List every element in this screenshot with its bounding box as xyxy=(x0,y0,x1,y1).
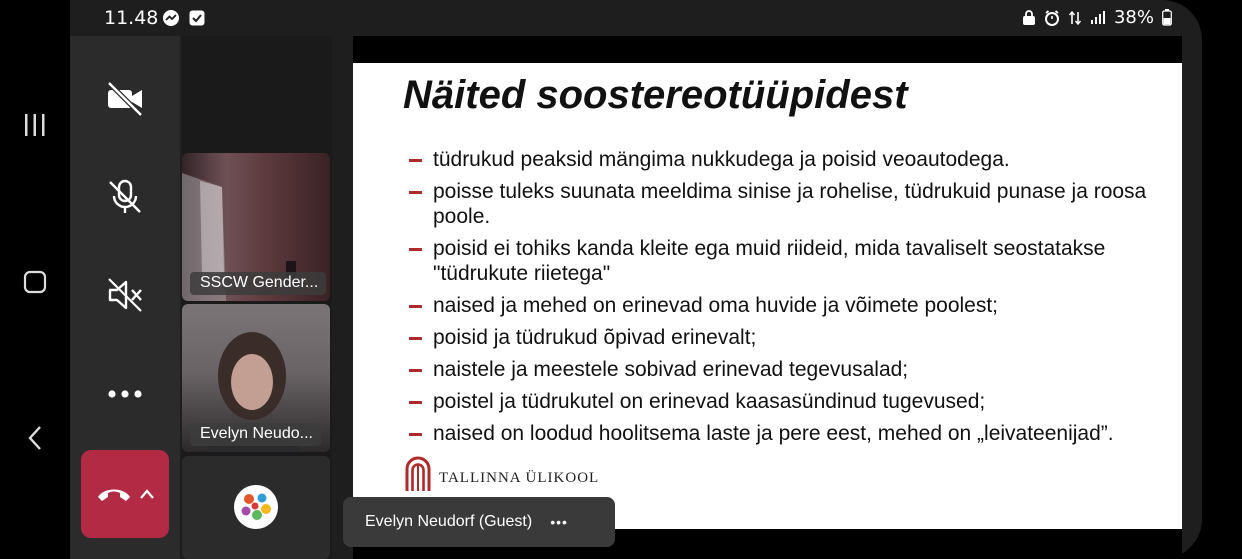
slide-bullet xyxy=(409,179,1169,229)
bullet-dash xyxy=(409,159,422,162)
slide-bullet xyxy=(409,421,1169,446)
logo-text: TALLINNA ÜLIKOOL xyxy=(439,470,600,486)
bullet-dash xyxy=(409,305,422,308)
bullet-text: poistel ja tüdrukutel on erinevad kaasasündinud tugevused; xyxy=(433,390,986,413)
check-notification-icon xyxy=(188,9,206,27)
back-button[interactable] xyxy=(20,423,50,453)
tallinn-university-logo-icon xyxy=(405,455,431,491)
more-icon xyxy=(107,389,143,399)
lock-icon xyxy=(1022,10,1036,26)
slide-bullet xyxy=(409,236,1169,286)
bullet-text: poisid ei tohiks kanda kleite ega muid riideid, mida tavaliselt seostatakse "tüdrukute riietega" xyxy=(433,237,1106,285)
slide-bullet xyxy=(409,325,1169,350)
bullet-dash xyxy=(409,401,422,404)
bullet-text: naised ja mehed on erinevad oma huvide ja võimete poolest; xyxy=(433,294,999,317)
bullet-text: tüdrukud peaksid mängima nukkudega ja poisid veoautodega. xyxy=(433,148,1010,171)
bullet-text: naised on loodud hoolitsema laste ja pere eest, mehed on „leivateenijad”. xyxy=(433,422,1114,445)
presentation-slide xyxy=(353,63,1182,529)
speaker-more-button[interactable]: ••• xyxy=(550,514,568,530)
bullet-dash xyxy=(409,337,422,340)
bullet-text: poisid ja tüdrukud õpivad erinevalt; xyxy=(433,326,757,349)
bullet-text: poisse tuleks suunata meeldima sinise ja rohelise, tüdrukuid punase ja roosa poole. xyxy=(433,180,1147,228)
participant-tile-evelyn[interactable] xyxy=(182,304,330,452)
phone-hangup-icon xyxy=(96,485,132,503)
battery-icon xyxy=(1162,9,1172,26)
participant-name: Evelyn Neudo... xyxy=(190,423,321,446)
bullet-dash xyxy=(409,191,422,194)
right-bezel xyxy=(1202,0,1242,559)
slide-bullet xyxy=(409,293,1169,318)
mic-toggle-button[interactable] xyxy=(95,167,155,227)
slide-title: Näited soostereotüüpidest xyxy=(403,73,908,117)
home-icon xyxy=(23,270,47,294)
status-right xyxy=(1022,7,1172,28)
shared-content-stage xyxy=(353,36,1182,559)
alarm-icon xyxy=(1044,10,1060,26)
hang-up-button[interactable] xyxy=(81,450,169,538)
bullet-dash xyxy=(409,248,422,251)
call-controls xyxy=(70,36,180,559)
back-icon xyxy=(26,425,44,451)
camera-off-icon xyxy=(105,79,145,119)
chevron-up-icon xyxy=(140,489,154,499)
speaker-off-icon xyxy=(105,275,145,315)
participant-list xyxy=(182,36,332,559)
camera-toggle-button[interactable] xyxy=(95,69,155,129)
participant-name: SSCW Gender... xyxy=(190,272,326,295)
slide-bullet xyxy=(409,147,1169,172)
battery-percent: 38% xyxy=(1113,7,1154,28)
bullet-dash xyxy=(409,369,422,372)
slide-bullet-list xyxy=(409,147,1169,453)
slide-bullet xyxy=(409,389,1169,414)
active-speaker-name: Evelyn Neudorf (Guest) xyxy=(365,513,533,530)
active-speaker-pill[interactable] xyxy=(343,497,615,547)
recent-apps-button[interactable] xyxy=(20,110,50,140)
notification-icons xyxy=(162,9,206,27)
status-time: 11.48 xyxy=(104,7,159,29)
messenger-icon xyxy=(162,9,180,27)
participant-tile-sscw[interactable] xyxy=(182,153,330,301)
mic-off-icon xyxy=(105,177,145,217)
speaker-toggle-button[interactable] xyxy=(95,265,155,325)
group-avatar-icon xyxy=(233,484,279,530)
university-logo xyxy=(405,455,599,491)
status-bar xyxy=(70,0,1202,36)
signal-icon xyxy=(1090,11,1106,25)
teams-call-screen xyxy=(70,0,1202,559)
home-button[interactable] xyxy=(20,267,50,297)
participant-tile-more[interactable] xyxy=(182,456,330,559)
android-nav-bar xyxy=(0,0,70,559)
data-transfer-icon xyxy=(1068,10,1082,26)
recent-apps-icon xyxy=(23,112,47,138)
bullet-text: naistele ja meestele sobivad erinevad tegevusalad; xyxy=(433,358,909,381)
slide-bullet xyxy=(409,357,1169,382)
bullet-dash xyxy=(409,433,422,436)
more-options-button[interactable] xyxy=(95,364,155,424)
